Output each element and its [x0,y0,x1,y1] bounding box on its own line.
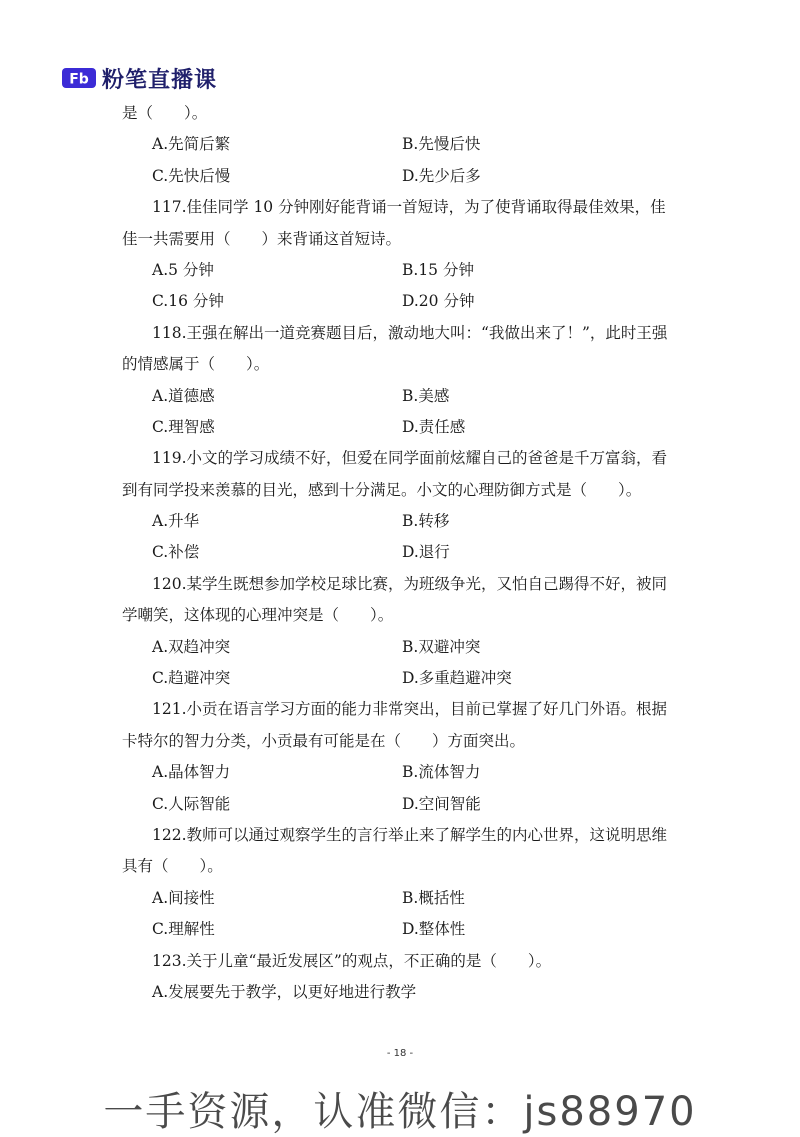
option-left: C.补偿 [152,543,200,562]
option-right: B.流体智力 [402,763,481,782]
option-right: B.转移 [402,512,450,531]
options-row [122,129,682,160]
options-row [122,161,682,192]
options-row [122,663,682,694]
option-left: C.16 分钟 [152,292,224,311]
options-row [122,255,682,286]
text-line: 122.教师可以通过观察学生的言行举止来了解学生的内心世界，这说明思维 [152,825,668,844]
fenbi-logo-icon [62,66,96,90]
option-left: A.双趋冲突 [152,637,231,656]
option-left: C.人际智能 [152,794,231,813]
option-right: D.责任感 [402,417,466,436]
text-line: 佳一共需要用（ ）来背诵这首短诗。 [122,229,402,248]
options-row [122,381,682,412]
logo-text: Fb [69,71,89,88]
option-left: A.先简后繁 [152,135,231,154]
brand-name: 粉笔直播课 [102,67,218,93]
options-row [122,506,682,537]
text-line: 120.某学生既想参加学校足球比赛，为班级争光，又怕自己踢得不好，被同 [152,574,668,593]
option-right: D.20 分钟 [402,292,475,311]
option-right: D.先少后多 [402,166,481,185]
options-row [122,789,682,820]
text-line: 121.小贡在语言学习方面的能力非常突出，目前已掌握了好几门外语。根据 [152,700,668,719]
text-line: 到有同学投来羡慕的目光，感到十分满足。小文的心理防御方式是（ ）。 [122,480,642,499]
text-line: 119.小文的学习成绩不好，但爱在同学面前炫耀自己的爸爸是千万富翁，看 [152,449,668,468]
option-left: A.道德感 [152,386,215,405]
options-row [122,412,682,443]
option-left: C.先快后慢 [152,166,231,185]
option-left: A.5 分钟 [152,260,214,279]
options-row [122,537,682,568]
options-row [122,286,682,317]
text-line: A.发展要先于教学，以更好地进行教学 [152,982,417,1001]
option-left: C.趋避冲突 [152,669,231,688]
option-right: B.概括性 [402,888,465,907]
option-right: B.双避冲突 [402,637,481,656]
options-row [122,883,682,914]
text-line: 卡特尔的智力分类，小贡最有可能是在（ ）方面突出。 [122,731,526,750]
text-line: 118.王强在解出一道竞赛题目后，激动地大叫：“我做出来了！”，此时王强 [152,323,668,342]
text-line: 117.佳佳同学 10 分钟刚好能背诵一首短诗，为了使背诵取得最佳效果，佳 [152,198,666,217]
text-line: 学嘲笑，这体现的心理冲突是（ ）。 [122,606,394,625]
text-line: 具有（ ）。 [122,857,223,876]
text-line: 是（ ）。 [122,104,208,122]
options-row [122,632,682,663]
option-right: D.空间智能 [402,794,481,813]
options-row [122,914,682,945]
option-right: B.先慢后快 [402,135,481,154]
option-left: C.理解性 [152,920,215,939]
option-left: A.升华 [152,512,200,531]
page-header [62,62,217,94]
question-content [122,98,682,1008]
option-right: D.退行 [402,543,450,562]
watermark-text: 一手资源，认准微信：js88970 [103,1089,697,1135]
option-left: A.晶体智力 [152,763,231,782]
option-right: D.多重趋避冲突 [402,669,512,688]
page-number: - 18 - [386,1048,414,1059]
text-line: 的情感属于（ ）。 [122,355,270,374]
text-line: 123.关于儿童“最近发展区”的观点，不正确的是（ ）。 [152,951,552,970]
option-left: C.理智感 [152,417,215,436]
option-right: B.美感 [402,386,450,405]
option-right: B.15 分钟 [402,260,474,279]
option-left: A.间接性 [152,888,215,907]
option-right: D.整体性 [402,920,466,939]
options-row [122,757,682,788]
